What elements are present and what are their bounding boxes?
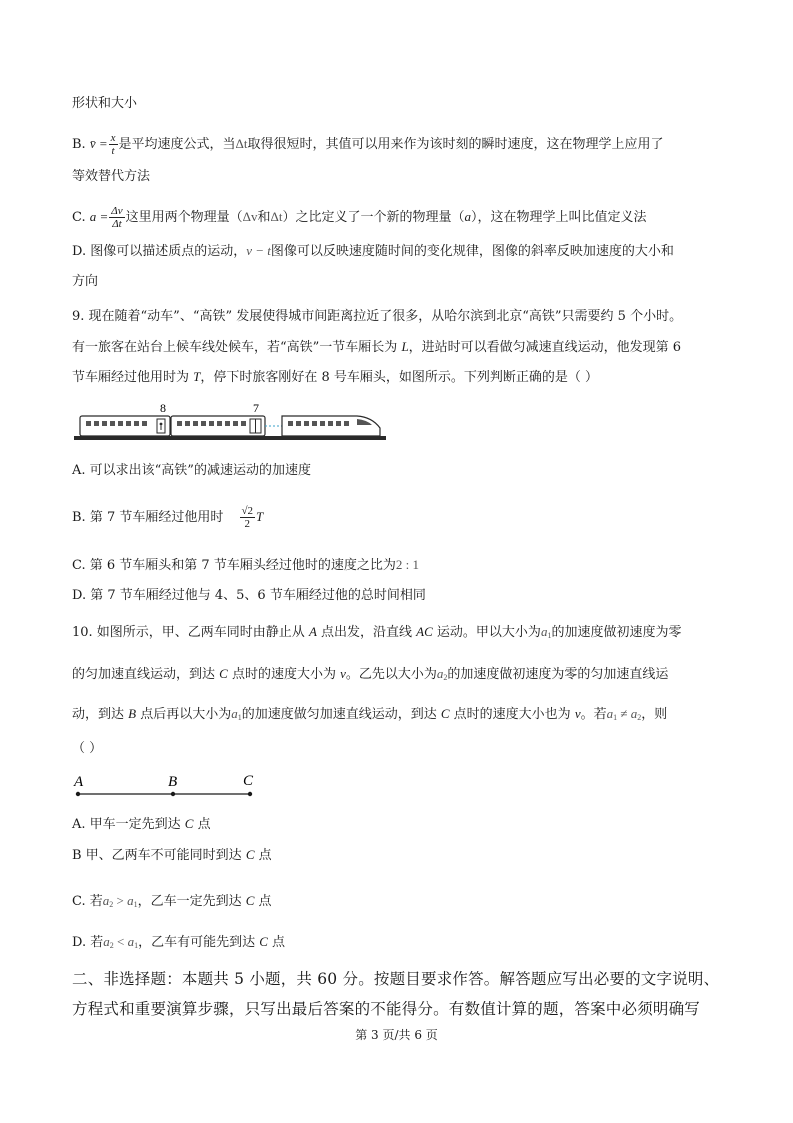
symbol: a [103, 934, 110, 949]
text: 有一旅客在站台上候车线处候车，若“高铁”一节车厢长为 [72, 340, 402, 355]
symbol: C [440, 706, 450, 721]
point-c-label: C [243, 773, 254, 789]
text: ，则 [641, 707, 668, 722]
text: 点 [193, 817, 211, 832]
platform [74, 436, 386, 440]
symbol: a [102, 893, 110, 908]
symbol: a [606, 706, 614, 721]
symbol: a [464, 209, 472, 224]
text: 图像可以描述质点的运动， [90, 244, 247, 259]
symbol: a [127, 934, 135, 949]
symbol: < [113, 934, 128, 949]
point-c [248, 792, 252, 796]
text: 点 [267, 935, 286, 950]
q9-stem-line1: 9. 现在随着“动车”、“高铁” 发展使得城市间距离拉近了很多，从哈尔滨到北京“高铁”只需要约 5 个小时。 [72, 309, 683, 324]
text: ），这在物理学上叫比值定义法 [471, 210, 647, 225]
section-2-instructions-line2: 方程式和重要演算步骤，只写出最后答案的不能得分。有数值计算的题，答案中必须明确写 [72, 1000, 701, 1018]
symbol: ≠ [617, 706, 631, 721]
fraction-denominator: Δt [112, 218, 122, 230]
text: ，乙车一定先到达 [137, 894, 246, 909]
q10-option-b [72, 845, 272, 866]
subscript: 1 [237, 713, 242, 722]
text: 点时的速度大小为 [227, 667, 341, 682]
fraction [109, 205, 124, 230]
subscript: 1 [133, 900, 138, 909]
q9-option-d: D. 第 7 节车厢经过他与 4、5、6 节车厢经过他的总时间相同 [72, 588, 426, 603]
q10-answer-blank: （ ） [72, 741, 103, 756]
car-7-label: 7 [253, 401, 259, 415]
point-b [171, 792, 175, 796]
text: C. 第 6 节车厢头和第 7 节车厢头经过他时的速度之比为 [72, 558, 396, 573]
fraction-numerator: x [110, 132, 116, 144]
q10-stem-line1 [72, 622, 681, 646]
q9-option-b [72, 505, 263, 530]
page-footer: 第 3 页/共 6 页 [355, 1028, 438, 1042]
symbol: a [436, 666, 444, 681]
symbol: T [256, 509, 264, 524]
text: 点出发，沿直线 [316, 625, 417, 640]
text: B 甲、乙两车不可能同时到达 [72, 848, 246, 863]
fraction [240, 505, 256, 530]
train-locomotive [282, 416, 380, 436]
fraction-denominator: t [111, 145, 115, 157]
symbol: C [219, 666, 228, 681]
symbol: B [128, 706, 137, 721]
q10-stem-line3 [72, 704, 667, 728]
fraction-denominator: 2 [244, 518, 251, 530]
text: 取得很短时，其值可以用来作为该时刻的瞬时速度，这在物理学上应用了 [247, 137, 664, 152]
text: 点 [254, 848, 272, 863]
text: B. 第 7 节车厢经过他用时 [72, 510, 224, 525]
point-a [76, 792, 80, 796]
symbol: AC [416, 624, 433, 639]
text: 的加速度做匀加速直线运动，到达 [241, 707, 441, 722]
text: 节车厢经过他用时为 [72, 370, 194, 385]
symbol: a [540, 624, 548, 639]
subscript: 2 [109, 941, 114, 950]
train-car-7 [171, 416, 265, 436]
subscript: 2 [637, 713, 642, 722]
car-windows [177, 421, 246, 426]
text: 点时的速度大小也为 [449, 707, 575, 722]
abc-line-figure [72, 768, 262, 802]
formula-lhs: v̄ = [89, 136, 108, 151]
q8-option-b [72, 132, 664, 157]
q8-option-c [72, 205, 647, 230]
option-label: B. [72, 137, 86, 152]
train-figure [72, 398, 392, 444]
q10-option-c [72, 891, 272, 915]
symbol: C [245, 893, 255, 908]
subscript: 1 [547, 631, 552, 640]
text: 点后再以大小为 [136, 707, 232, 722]
fraction-numerator: √2 [241, 505, 254, 517]
ratio: 2 : 1 [395, 557, 419, 572]
symbol: T [193, 369, 201, 384]
symbol: v − t [246, 243, 271, 258]
text: D. 若 [72, 935, 104, 950]
prev-question-text: 形状和大小 [72, 96, 138, 111]
q9-stem-line3 [72, 367, 598, 388]
text: 是平均速度公式，当 [118, 137, 236, 152]
symbol: C [259, 934, 268, 949]
q9-option-a: A. 可以求出该“高铁”的减速运动的加速度 [72, 463, 311, 478]
fraction-numerator: Δv [111, 205, 123, 217]
text: ，停下时旅客刚好在 8 号车厢头，如图所示。下列判断正确的是（ ） [200, 370, 599, 385]
text: ，进站时可以看做匀减速直线运动，他发现第 6 [408, 340, 682, 355]
symbol: > [113, 893, 128, 908]
symbol: Δt [270, 209, 283, 224]
q10-stem-line2 [72, 664, 668, 688]
text: 和 [257, 210, 271, 225]
option-label: C. [72, 210, 86, 225]
option-label: D. [72, 244, 87, 259]
symbol: v [340, 666, 346, 681]
text: 10. 如图所示，甲、乙两车同时由静止从 [72, 625, 309, 640]
text: 的加速度做初速度为零的匀加速直线运 [447, 667, 669, 682]
text: 。若 [580, 707, 607, 722]
q8-option-b-cont: 等效替代方法 [72, 169, 151, 184]
formula-lhs: a = [89, 209, 109, 224]
text: 这里用两个物理量（ [125, 210, 243, 225]
text: A. 甲车一定先到达 [72, 817, 185, 832]
point-b-label: B [168, 774, 178, 790]
symbol: a [231, 706, 238, 721]
text: 的匀加速直线运动，到达 [72, 667, 220, 682]
text: C. 若 [72, 894, 103, 909]
train-car-8 [80, 416, 170, 436]
section-2-instructions-line1: 二、非选择题：本题共 5 小题，共 60 分。按题目要求作答。解答题应写出必要的文字说明、 [72, 970, 720, 988]
q9-stem-line2 [72, 337, 681, 358]
symbol: a [630, 706, 638, 721]
subscript: 1 [613, 713, 618, 722]
text: 点 [254, 894, 272, 909]
subscript: 2 [443, 673, 448, 682]
text: 动，到达 [72, 707, 129, 722]
symbol: Δt [235, 136, 248, 151]
subscript: 1 [134, 941, 139, 950]
q10-option-d [72, 932, 285, 956]
q8-option-d-cont: 方向 [72, 274, 99, 289]
symbol: A [308, 624, 317, 639]
symbol: C [245, 847, 255, 862]
text: 。乙先以大小为 [345, 667, 437, 682]
q8-option-d [72, 241, 674, 262]
point-a-label: A [74, 774, 84, 790]
symbol: C [184, 816, 194, 831]
text: ，乙车有可能先到达 [138, 935, 260, 950]
symbol: a [127, 893, 134, 908]
car-8-label: 8 [160, 401, 166, 415]
text: ）之比定义了一个新的物理量（ [282, 210, 465, 225]
symbol: v [574, 706, 581, 721]
subscript: 2 [109, 900, 114, 909]
text: 图像可以反映速度随时间的变化规律，图像的斜率反映加速度的大小和 [270, 244, 674, 259]
text: 运动。甲以大小为 [432, 625, 541, 640]
q10-option-a [72, 814, 211, 835]
fraction [109, 132, 118, 157]
symbol: Δv [242, 209, 258, 224]
text: 的加速度做初速度为零 [551, 625, 682, 640]
passenger-icon [160, 423, 163, 426]
q9-option-c [72, 555, 419, 576]
symbol: L [401, 339, 409, 354]
